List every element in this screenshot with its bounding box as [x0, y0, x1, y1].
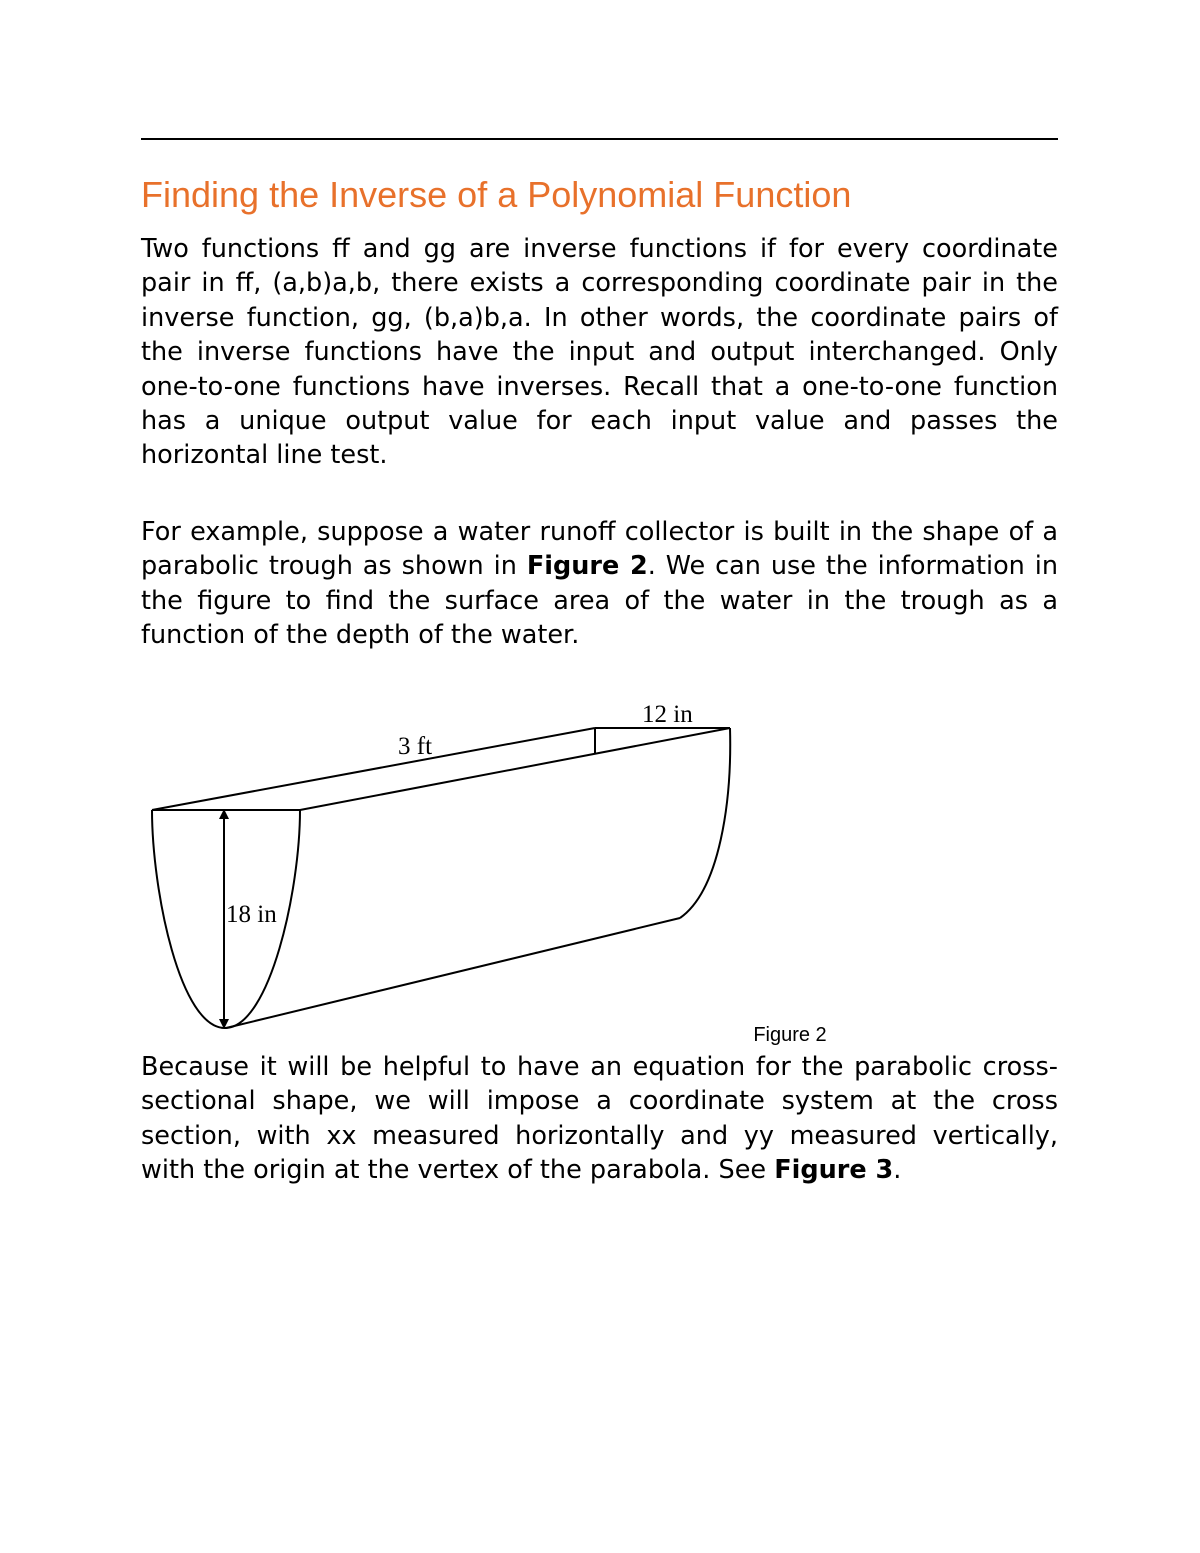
- math-pair-ab: (a,b)a,b: [272, 268, 373, 299]
- math-f: ff: [235, 268, 254, 299]
- paragraph-coordinate-system: [141, 1050, 1058, 1188]
- text-run: . In other words, the coordinate pairs of the inverse functions have the input and output interchanged. Only one-to-one functions have inverses. Recall that a one-to-one function has a unique output value for each input value and passes the horizontal line test.: [141, 302, 1058, 471]
- figure-reference: Figure 3: [774, 1155, 894, 1186]
- text-run: measured horizontally and: [356, 1120, 744, 1151]
- label-depth: 18 in: [226, 901, 277, 928]
- math-x: xx: [326, 1120, 357, 1151]
- math-f: ff: [332, 234, 350, 264]
- figure-caption: Figure 2: [753, 1024, 827, 1046]
- paragraph-inverse-definition: [141, 232, 1058, 473]
- paragraph-trough-example: [141, 515, 1058, 653]
- math-g: gg: [423, 234, 456, 264]
- text-run: ,: [403, 302, 424, 333]
- section-title: Finding the Inverse of a Polynomial Function: [141, 174, 852, 215]
- back-curve: [680, 728, 730, 918]
- math-pair-ba: (b,a)b,a: [423, 302, 524, 333]
- label-width: 12 in: [642, 701, 693, 728]
- text-run: and: [349, 234, 424, 264]
- math-y: yy: [743, 1120, 774, 1151]
- top-length-edge: [152, 728, 595, 810]
- text-run: measured vertically, with the origin at the vertex of the parabola. See: [141, 1120, 1058, 1186]
- bottom-length-edge: [226, 918, 680, 1028]
- text-run: , there exists a corresponding coordinate pair in the inverse function,: [141, 268, 1058, 333]
- text-run: ,: [253, 268, 273, 299]
- top-divider: [141, 138, 1058, 140]
- text-run: . We can use the information in the figure to find the surface area of the water in the trough as a function of the depth of the water.: [141, 551, 1059, 651]
- text-run: are inverse functions if for every coordinate pair in: [141, 234, 1058, 299]
- text-run: Two functions: [141, 234, 333, 264]
- label-length: 3 ft: [398, 733, 433, 760]
- math-g: gg: [371, 302, 404, 333]
- text-run: Because it will be helpful to have an equation for the parabolic cross-sectional shape, we will impose a coordinate system at the cross section, with: [141, 1052, 1058, 1151]
- figure-reference: Figure 2: [526, 551, 648, 582]
- text-run: For example, suppose a water runoff collector is built in the shape of a parabolic trough as shown in: [141, 517, 1058, 582]
- top-length-edge-near: [300, 728, 730, 810]
- text-run: .: [893, 1155, 902, 1186]
- trough-figure: [140, 690, 750, 1035]
